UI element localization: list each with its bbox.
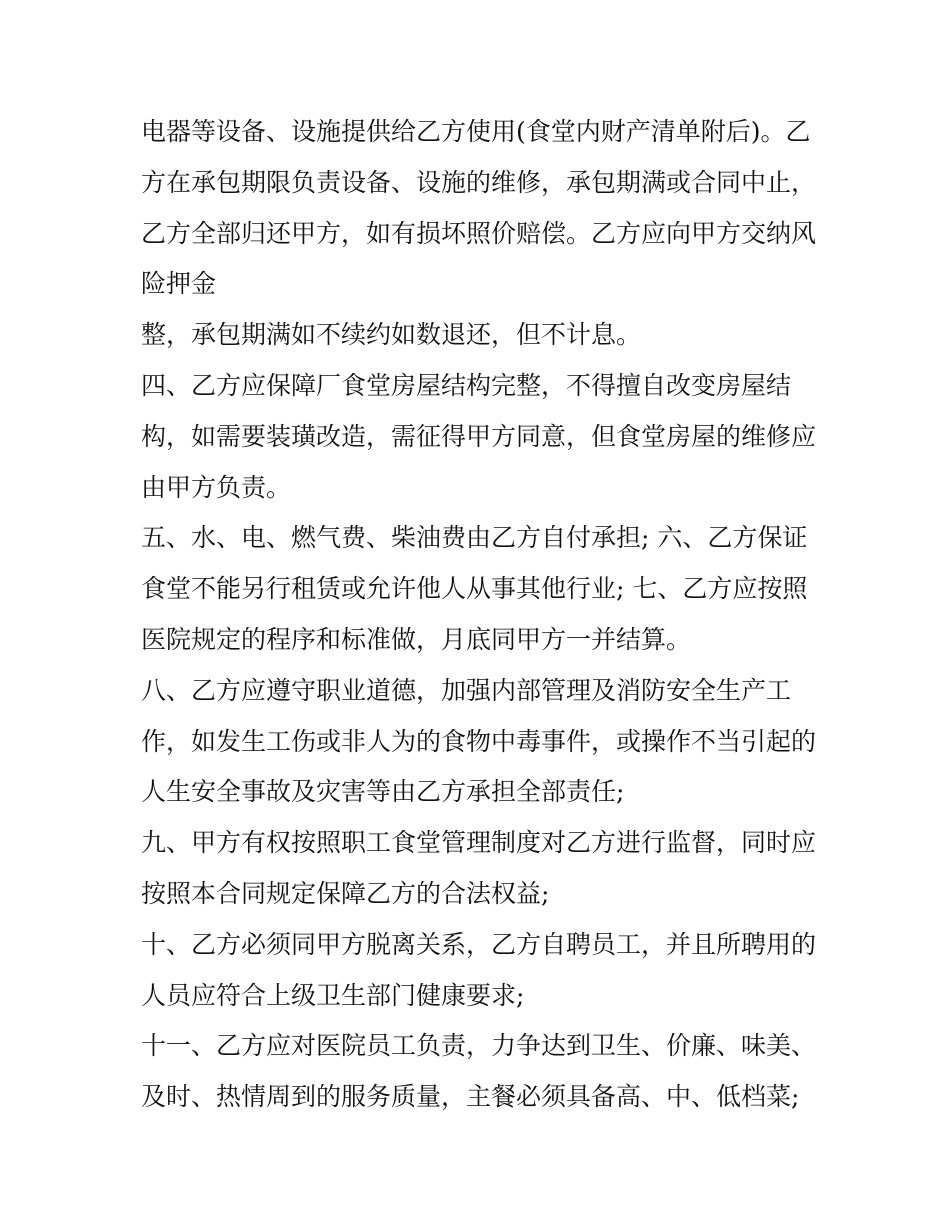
text-line: 五、水、电、燃气费、柴油费由乙方自付承担; 六、乙方保证: [141, 523, 808, 553]
text-line: 由甲方负责。: [141, 472, 292, 502]
text-line: 作，如发生工伤或非人为的食物中毒事件，或操作不当引起的: [141, 726, 817, 756]
text-line: 人员应符合上级卫生部门健康要求;: [141, 980, 525, 1010]
text-line: 医院规定的程序和标准做，月底同甲方一并结算。: [141, 624, 692, 654]
text-line: 十、乙方必须同甲方脱离关系，乙方自聘员工，并且所聘用的: [141, 929, 817, 959]
text-line: 四、乙方应保障厂食堂房屋结构完整，不得擅自改变房屋结: [141, 370, 792, 400]
text-line: 九、甲方有权按照职工食堂管理制度对乙方进行监督，同时应: [141, 828, 817, 858]
text-line: 八、乙方应遵守职业道德，加强内部管理及消防安全生产工: [141, 675, 792, 705]
text-line: 构，如需要装璜改造，需征得甲方同意，但食堂房屋的维修应: [141, 421, 817, 451]
text-line: 人生安全事故及灾害等由乙方承担全部责任;: [141, 777, 625, 807]
document-body: [141, 107, 821, 1123]
text-line: 十一、乙方应对医院员工负责，力争达到卫生、价廉、味美、: [141, 1031, 817, 1061]
text-line: 食堂不能另行租赁或允许他人从事其他行业; 七、乙方应按照: [141, 574, 808, 604]
text-line: 按照本合同规定保障乙方的合法权益;: [141, 878, 550, 908]
text-line: 险押金: [141, 269, 217, 299]
text-line: 方在承包期限负责设备、设施的维修，承包期满或合同中止，: [141, 167, 817, 197]
text-line: 乙方全部归还甲方，如有损坏照价赔偿。乙方应向甲方交纳风: [141, 218, 817, 248]
text-line: 电器等设备、设施提供给乙方使用(食堂内财产清单附后)。乙: [141, 117, 811, 146]
text-line: 及时、热情周到的服务质量，主餐必须具备高、中、低档菜;: [141, 1082, 800, 1112]
text-line: 整，承包期满如不续约如数退还，但不计息。: [141, 320, 642, 350]
